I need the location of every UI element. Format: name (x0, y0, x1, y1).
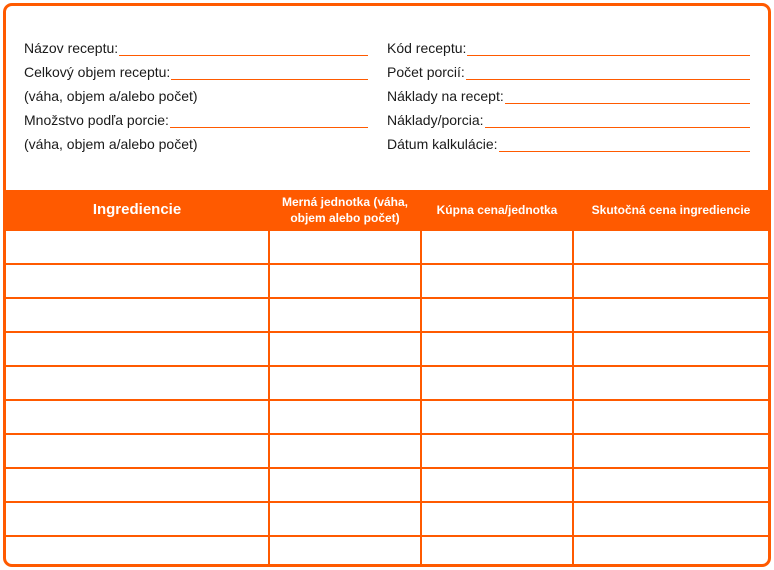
cell-ingredient[interactable] (6, 332, 269, 366)
table-row (6, 366, 768, 400)
cell-purchase-price[interactable] (421, 264, 573, 298)
cell-unit[interactable] (269, 502, 421, 536)
field-label: Dátum kalkulácie: (387, 136, 498, 152)
left-field-column (24, 35, 368, 155)
table-row (6, 332, 768, 366)
cell-actual-cost[interactable] (573, 468, 768, 502)
portion-amount-field[interactable] (24, 107, 368, 131)
cell-ingredient[interactable] (6, 264, 269, 298)
fill-line[interactable] (171, 79, 368, 80)
field-label: Celkový objem receptu: (24, 64, 171, 80)
cell-ingredient[interactable] (6, 366, 269, 400)
table-row (6, 298, 768, 332)
portion-amount-note (24, 131, 368, 155)
table-row (6, 502, 768, 536)
cell-actual-cost[interactable] (573, 434, 768, 468)
ingredients-table-container (6, 190, 768, 564)
cell-unit[interactable] (269, 468, 421, 502)
field-label: Náklady/porcia: (387, 112, 484, 128)
cell-purchase-price[interactable] (421, 366, 573, 400)
cell-purchase-price[interactable] (421, 434, 573, 468)
portion-count-field[interactable] (387, 59, 750, 83)
fill-line[interactable] (119, 55, 368, 56)
cell-ingredient[interactable] (6, 298, 269, 332)
cell-ingredient[interactable] (6, 468, 269, 502)
fill-line[interactable] (467, 55, 750, 56)
cell-ingredient[interactable] (6, 536, 269, 567)
recipe-cost-field[interactable] (387, 83, 750, 107)
cell-actual-cost[interactable] (573, 502, 768, 536)
cell-ingredient[interactable] (6, 434, 269, 468)
header-ingredients: Ingrediencie (6, 190, 269, 230)
field-label: Počet porcií: (387, 64, 465, 80)
table-row (6, 536, 768, 567)
cell-purchase-price[interactable] (421, 230, 573, 264)
ingredients-table (6, 190, 768, 567)
recipe-name-field[interactable] (24, 35, 368, 59)
cell-unit[interactable] (269, 230, 421, 264)
cell-actual-cost[interactable] (573, 230, 768, 264)
cell-ingredient[interactable] (6, 502, 269, 536)
cell-actual-cost[interactable] (573, 400, 768, 434)
cell-purchase-price[interactable] (421, 502, 573, 536)
table-row (6, 400, 768, 434)
fill-line[interactable] (170, 127, 368, 128)
field-label: Názov receptu: (24, 40, 119, 56)
recipe-costing-form (3, 3, 771, 567)
cell-purchase-price[interactable] (421, 298, 573, 332)
header-purchase-price: Kúpna cena/jednotka (421, 190, 573, 230)
table-body (6, 230, 768, 567)
portion-cost-field[interactable] (387, 107, 750, 131)
cell-unit[interactable] (269, 536, 421, 567)
cell-unit[interactable] (269, 264, 421, 298)
right-field-column (387, 35, 750, 155)
cell-unit[interactable] (269, 400, 421, 434)
cell-ingredient[interactable] (6, 230, 269, 264)
total-volume-field[interactable] (24, 59, 368, 83)
header-unit: Merná jednotka (váha, objem alebo počet) (269, 190, 421, 230)
field-label: Kód receptu: (387, 40, 467, 56)
recipe-code-field[interactable] (387, 35, 750, 59)
cell-actual-cost[interactable] (573, 332, 768, 366)
table-row (6, 264, 768, 298)
field-note: (váha, objem a/alebo počet) (24, 136, 198, 152)
table-row (6, 468, 768, 502)
cell-ingredient[interactable] (6, 400, 269, 434)
fill-line[interactable] (485, 127, 751, 128)
cell-purchase-price[interactable] (421, 332, 573, 366)
cell-unit[interactable] (269, 434, 421, 468)
table-row (6, 230, 768, 264)
cell-purchase-price[interactable] (421, 468, 573, 502)
field-label: Náklady na recept: (387, 88, 504, 104)
field-label: Množstvo podľa porcie: (24, 112, 169, 128)
total-volume-note (24, 83, 368, 107)
cell-unit[interactable] (269, 366, 421, 400)
cell-unit[interactable] (269, 332, 421, 366)
field-note: (váha, objem a/alebo počet) (24, 88, 198, 104)
cell-actual-cost[interactable] (573, 264, 768, 298)
cell-actual-cost[interactable] (573, 536, 768, 567)
fill-line[interactable] (505, 103, 750, 104)
fill-line[interactable] (499, 151, 751, 152)
cell-actual-cost[interactable] (573, 366, 768, 400)
cell-actual-cost[interactable] (573, 298, 768, 332)
header-actual-cost: Skutočná cena ingrediencie (573, 190, 768, 230)
table-row (6, 434, 768, 468)
cell-purchase-price[interactable] (421, 400, 573, 434)
cell-unit[interactable] (269, 298, 421, 332)
calculation-date-field[interactable] (387, 131, 750, 155)
fill-line[interactable] (466, 79, 750, 80)
table-header-row (6, 190, 768, 230)
recipe-info-section (6, 6, 768, 190)
cell-purchase-price[interactable] (421, 536, 573, 567)
